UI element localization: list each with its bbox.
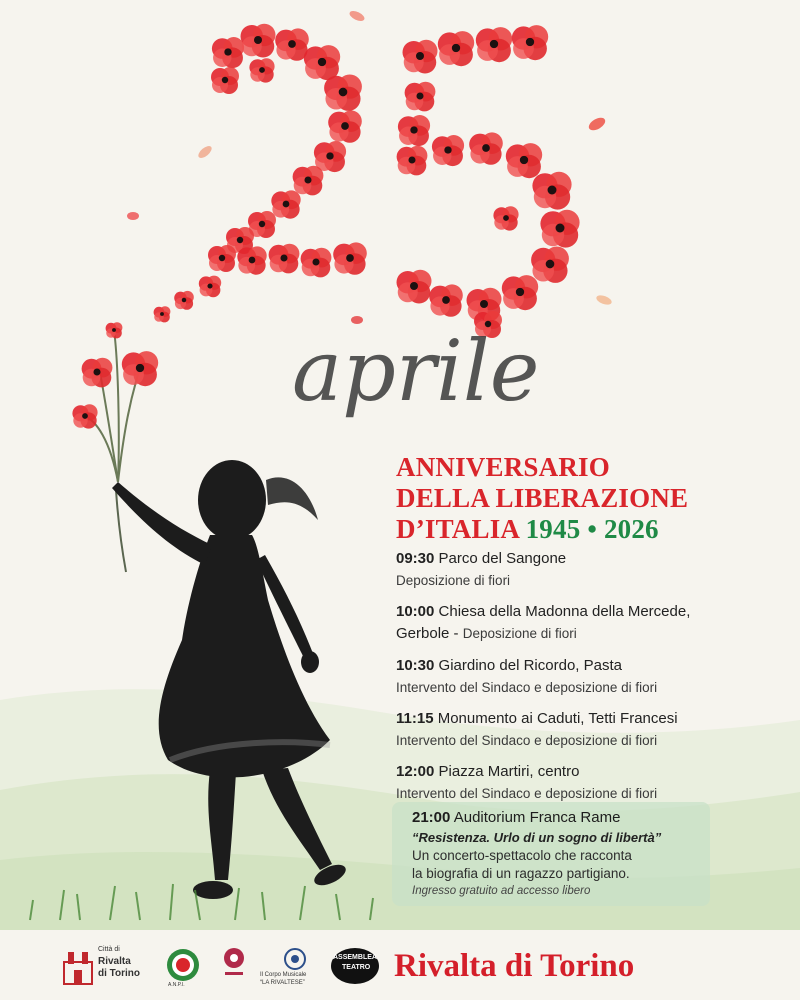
event-item (396, 761, 791, 804)
event-time: 10:00 (396, 603, 435, 620)
event-detail: Intervento del Sindaco e deposizione di fiori (396, 733, 658, 748)
city-crest-icon (62, 948, 94, 986)
band-crest-icon (284, 948, 306, 970)
month-script: aprile (292, 322, 540, 420)
city-logo-small: Città di (98, 946, 120, 953)
event-item (396, 655, 791, 698)
town-name: Rivalta di Torino (394, 948, 635, 984)
title-line-2: DELLA LIBERAZIONE (396, 483, 689, 513)
city-logo-name-2: di Torino (98, 968, 141, 979)
anpi-logo-text: A.N.P.I. (168, 982, 185, 988)
event-place-continued: Gerbole (396, 625, 450, 642)
evening-description-2: la biografia di un ragazzo partigiano. (412, 866, 630, 881)
event-item (396, 548, 791, 591)
event-place: Giardino del Ricordo, Pasta (438, 657, 622, 674)
event-place: Piazza Martiri, centro (438, 763, 580, 780)
evening-time: 21:00 (412, 809, 451, 826)
program-list (396, 548, 791, 814)
band-logo-line-2: “LA RIVALTESE” (260, 980, 305, 986)
event-place: Parco del Sangone (438, 550, 567, 567)
event-time: 10:30 (396, 657, 435, 674)
anpi-emblem-icon (166, 948, 200, 982)
association-logo (220, 946, 248, 986)
band-logo-line-1: Il Corpo Musicale (260, 972, 307, 978)
event-place: Chiesa della Madonna della Mercede, (438, 603, 691, 620)
evening-place: Auditorium Franca Rame (453, 809, 621, 826)
child-silhouette (112, 460, 349, 899)
evening-note: Ingresso gratuito ad accesso libero (412, 885, 591, 897)
event-item: 10:00 Chiesa della Madonna della Mercede, Gerbole - Deposizione di fiori (396, 603, 691, 642)
title-line-3 (396, 514, 796, 545)
event-detail: Deposizione di fiori (462, 626, 577, 641)
event-detail: Intervento del Sindaco e deposizione di fiori (396, 786, 658, 801)
anpi-logo (166, 948, 200, 986)
event-detail: Deposizione di fiori (396, 573, 511, 588)
title-line-1: ANNIVERSARIO (396, 452, 610, 482)
title-years: 1945 • 2026 (525, 514, 659, 544)
event-time: 11:15 (396, 710, 434, 727)
title-italia: D’ITALIA (396, 514, 519, 544)
event-time: 09:30 (396, 550, 435, 567)
city-logo-name-1: Rivalta (98, 956, 131, 967)
flower-emblem-icon (220, 946, 248, 982)
theatre-logo-line-1: ASSEMBLEA (333, 954, 377, 961)
sponsor-logos (62, 942, 392, 990)
evening-quote: “Resistenza. Urlo di un sogno di libertà” (412, 830, 662, 845)
evening-description-1: Un concerto-spettacolo che racconta (412, 848, 632, 863)
theatre-logo-line-2: TEATRO (342, 964, 371, 971)
event-detail: Intervento del Sindaco e deposizione di fiori (396, 680, 658, 695)
event-item (396, 708, 791, 751)
poppy-number-five (397, 25, 580, 338)
theatre-logo (330, 946, 380, 986)
title-block (396, 452, 796, 545)
event-time: 12:00 (396, 763, 435, 780)
event-place: Monumento ai Caduti, Tetti Francesi (437, 710, 678, 727)
bouquet (72, 322, 158, 572)
poppy-number-two (154, 24, 367, 323)
evening-event-box (392, 802, 710, 906)
